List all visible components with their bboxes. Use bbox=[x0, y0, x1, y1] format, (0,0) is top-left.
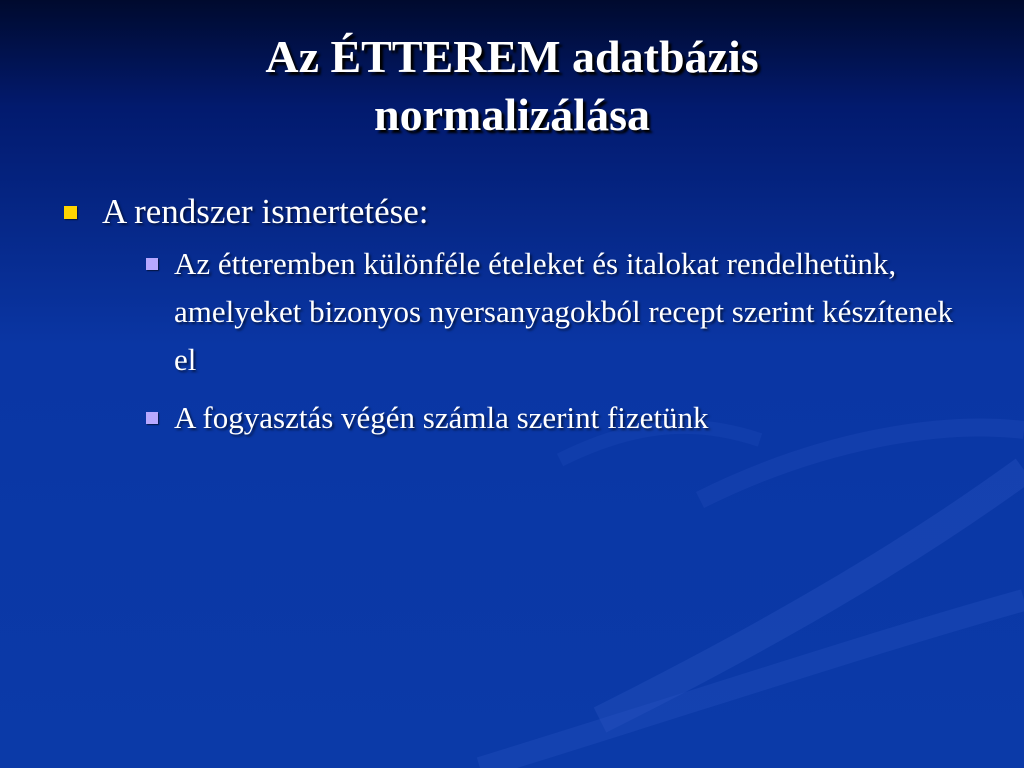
bullet-level2-ordering bbox=[146, 240, 962, 384]
bullet-level2-text: A fogyasztás végén számla szerint fizetünk bbox=[174, 400, 709, 435]
title-line-1: Az ÉTTEREM adatbázis bbox=[265, 31, 759, 82]
square-bullet-icon bbox=[64, 206, 77, 219]
slide-content bbox=[62, 190, 962, 442]
bullet-level2-payment bbox=[146, 394, 962, 442]
swirl-arc-1 bbox=[600, 470, 1024, 720]
bullet-level2-text: Az étteremben különféle ételeket és italokat rendelhetünk, amelyeket bizonyos nyersanyagokból recept szerint készítenek el bbox=[174, 246, 954, 377]
square-bullet-icon bbox=[146, 412, 158, 424]
square-bullet-icon bbox=[146, 258, 158, 270]
title-line-2: normalizálása bbox=[374, 89, 650, 140]
bullet-level1-system-description bbox=[62, 190, 962, 234]
bullet-level1-text: A rendszer ismertetése: bbox=[102, 192, 429, 231]
slide-title bbox=[0, 28, 1024, 144]
